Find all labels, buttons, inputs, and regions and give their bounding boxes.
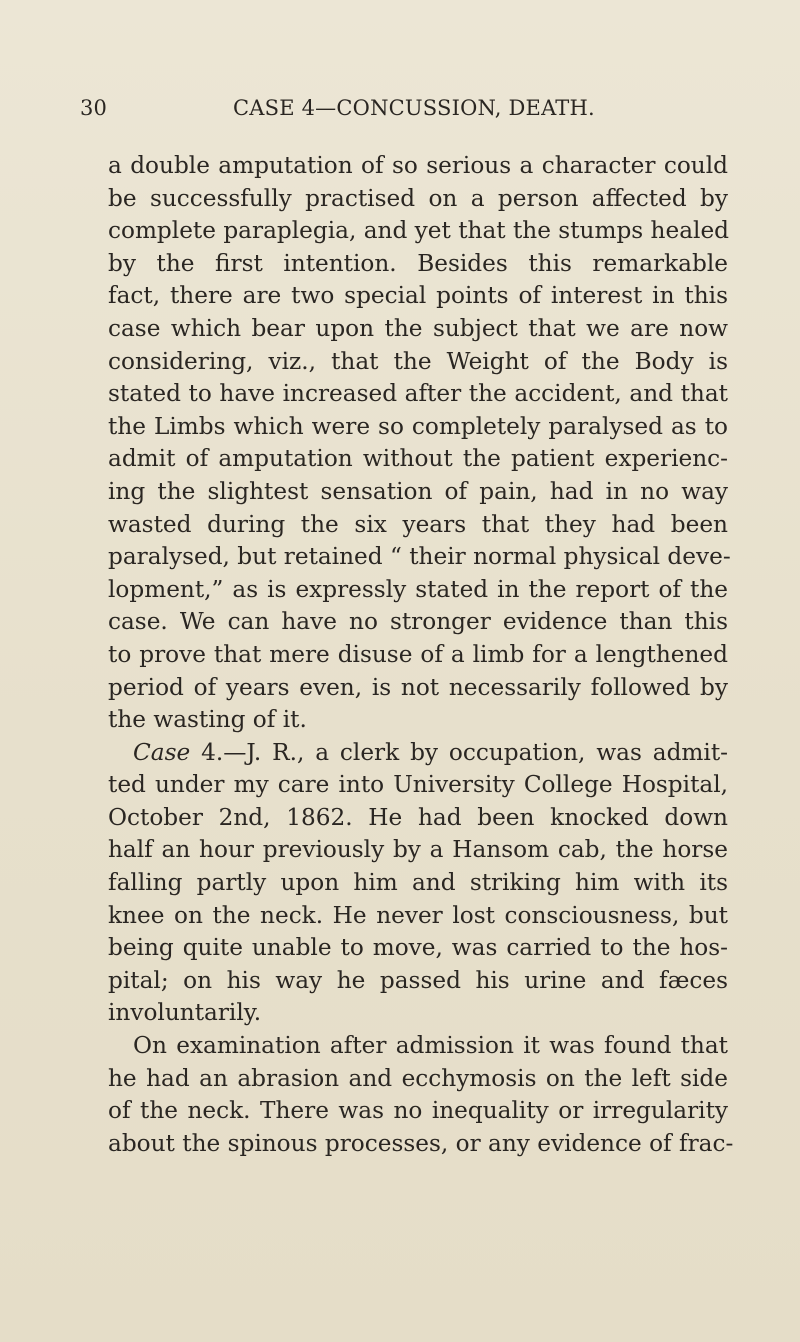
text-line: the Limbs which were so completely paralysed as to — [108, 412, 728, 440]
text-line: involuntarily. — [108, 999, 262, 1027]
text-line: about the spinous processes, or any evidence of frac- — [108, 1129, 734, 1157]
text-line: knee on the neck. He never lost consciousness, but — [108, 901, 728, 929]
text-line: he had an abrasion and ecchymosis on the left side — [108, 1064, 728, 1092]
text-line: ing the slightest sensation of pain, had in no way — [108, 477, 728, 505]
text-line: be successfully practised on a person affected by — [108, 184, 728, 212]
page-header — [80, 91, 720, 125]
text-line: lopment,” as is expressly stated in the report of the — [108, 575, 728, 603]
paragraph-examination — [108, 1030, 734, 1160]
text-line: paralysed, but retained “ their normal physical deve- — [108, 543, 731, 571]
text-line: case which bear upon the subject that we are now — [108, 314, 728, 342]
running-title: CASE 4—CONCUSSION, DEATH. — [233, 96, 595, 120]
case-heading-line — [108, 737, 728, 770]
text-line: ted under my care into University College Hospital, — [108, 771, 728, 799]
text-line: pital; on his way he passed his urine and fæces — [108, 966, 728, 994]
text-line: On examination after admission it was found that — [133, 1032, 728, 1060]
page-number: 30 — [80, 96, 108, 120]
text-line: period of years even, is not necessarily followed by — [108, 673, 728, 701]
text-line: a double amputation of so serious a character could — [108, 152, 728, 179]
text-line: by the first intention. Besides this remarkable — [108, 249, 728, 277]
text-line: admit of amputation without the patient experienc- — [108, 445, 728, 473]
text-line: to prove that mere disuse of a limb for a lengthened — [108, 640, 728, 668]
text-line: considering, viz., that the Weight of the Body is — [108, 347, 728, 375]
text-line: half an hour previously by a Hansom cab, the horse — [108, 836, 728, 864]
text-line: wasted during the six years that they had been — [108, 510, 728, 538]
text-line: falling partly upon him and striking him with its — [108, 869, 728, 897]
text-line: case. We can have no stronger evidence than this — [108, 608, 728, 636]
text-line: of the neck. There was no inequality or irregularity — [108, 1097, 728, 1125]
case-heading-rest: 4.—J. R., a clerk by occupation, was admit- — [190, 738, 728, 766]
text-line: being quite unable to move, was carried to the hos- — [108, 934, 728, 962]
text-line: stated to have increased after the accident, and that — [108, 380, 728, 408]
paragraph-case-4 — [108, 737, 728, 1030]
text-line: fact, there are two special points of interest in this — [108, 282, 728, 310]
text-line: the wasting of it. — [108, 706, 307, 734]
text-line: complete paraplegia, and yet that the stumps healed — [108, 217, 730, 245]
body-text — [108, 150, 734, 1160]
paragraph-amputation — [108, 150, 731, 737]
text-line: October 2nd, 1862. He had been knocked down — [108, 803, 728, 831]
case-label: Case — [133, 738, 191, 766]
